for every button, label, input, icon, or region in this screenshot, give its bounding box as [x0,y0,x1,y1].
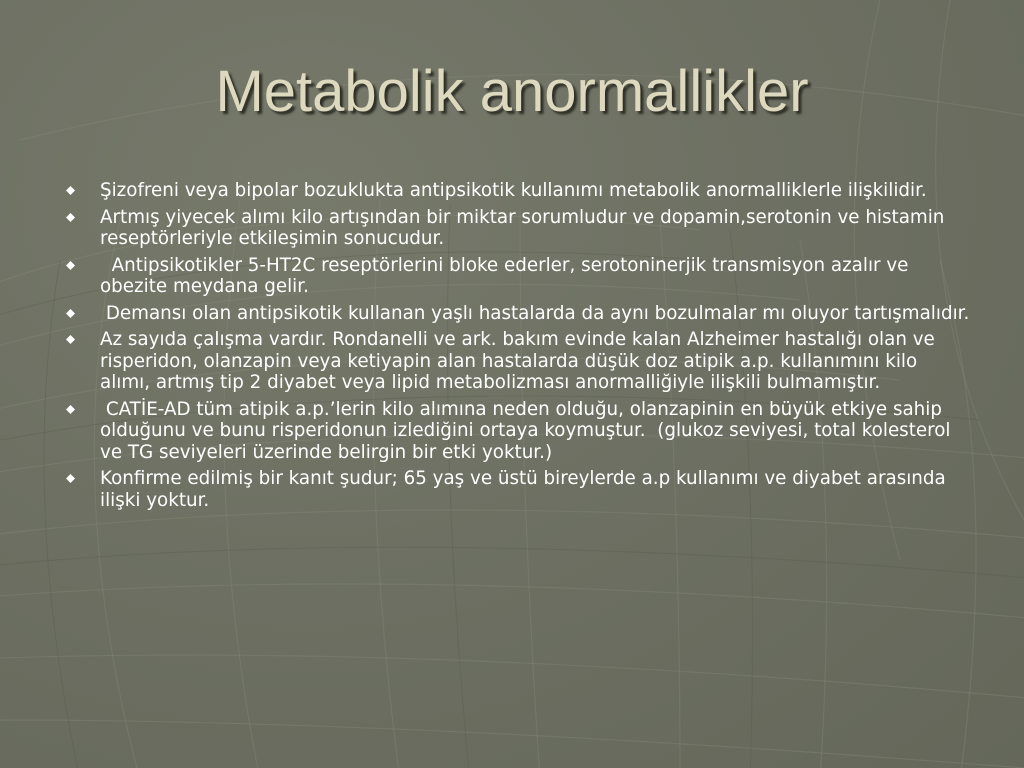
diamond-bullet-icon [66,405,75,414]
bullet-text: Şizofreni veya bipolar bozuklukta antipsikotik kullanımı metabolik anormalliklerle ilişkilidir. [100,180,927,201]
list-item [60,255,970,298]
slide-title: Metabolik anormallikler [215,59,809,124]
bullet-text: Konfirme edilmiş bir kanıt şudur; 65 yaş ve üstü bireylerde a.p kullanımı ve diyabet arasında ilişki yoktur. [100,468,946,511]
diamond-bullet-icon [66,335,75,344]
list-item [60,468,970,511]
bullet-text: Demansı olan antipsikotik kullanan yaşlı hastalarda da aynı bozulmalar mı oluyor tartışmalıdır. [100,302,970,324]
diamond-bullet-icon [66,186,75,195]
list-item [60,180,970,202]
diamond-bullet-icon [66,309,75,318]
bullet-text: Antipsikotikler 5-HT2C reseptörlerini bloke ederler, serotoninerjik transmisyon azalır ve obezite meydana gelir. [100,254,915,297]
list-item [60,207,970,250]
bullet-text: Az sayıda çalışma vardır. Rondanelli ve ark. bakım evinde kalan Alzheimer hastalığı olan ve risperidon, olanzapin veya ketiyapin alan hastalarda düşük doz atipik a.p. kullanımını kilo alımı, artmış tip 2 diyabet veya lipid metabolizması anormalliğiyle ilişkili bulmamıştır. [100,329,935,393]
list-item [60,329,970,394]
list-item [60,303,970,325]
bullet-text: Artmış yiyecek alımı kilo artışından bir miktar sorumludur ve dopamin,serotonin ve histamin reseptörleriyle etkileşimin sonucudur. [100,206,945,249]
diamond-bullet-icon [66,261,75,270]
diamond-bullet-icon [66,474,75,483]
bullet-list [60,180,970,516]
list-item [60,399,970,464]
bullet-text: CATİE-AD tüm atipik a.p.’lerin kilo alımına neden olduğu, olanzapinin en büyük etkiye sahip olduğunu ve bunu risperidonun izlediğini ortaya koymuştur. (glukoz seviyesi, total kolesterol ve TG seviyeleri üzerinde belirgin bir etki yoktur.) [100,398,957,463]
diamond-bullet-icon [66,213,75,222]
